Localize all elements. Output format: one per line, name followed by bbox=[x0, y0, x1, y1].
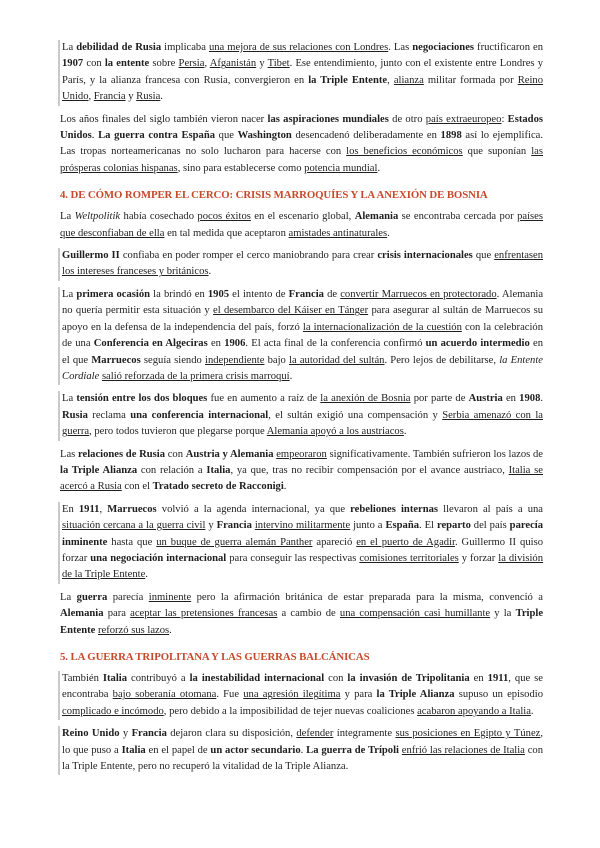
text-run: que bbox=[472, 250, 495, 262]
underlined-text: potencia mundial bbox=[304, 162, 378, 174]
bold-text: 1907 bbox=[62, 58, 84, 70]
bold-text: Italia bbox=[121, 744, 146, 756]
paragraph-p7 bbox=[58, 447, 543, 496]
text-run: del país bbox=[470, 520, 510, 532]
underlined-text: una compensación casi humillante bbox=[339, 608, 491, 620]
underline bbox=[136, 91, 160, 102]
text-run: seguía siendo bbox=[140, 354, 205, 366]
text-run: , que se encontraba bbox=[62, 673, 544, 701]
underline bbox=[255, 520, 350, 531]
underline bbox=[179, 58, 205, 69]
paragraph-p9 bbox=[58, 590, 543, 639]
bold-text: Alemania bbox=[354, 211, 399, 223]
bold-text: una negociación internacional bbox=[90, 552, 227, 564]
text-run: , bbox=[387, 74, 394, 86]
underline bbox=[62, 706, 164, 717]
text-run: en el papel de bbox=[145, 744, 211, 756]
underline bbox=[197, 211, 250, 222]
text-run: el intento de bbox=[229, 288, 289, 300]
bold-text: Austria bbox=[468, 393, 503, 405]
bold-text: Conferencia en Algeciras bbox=[93, 338, 208, 350]
text-run: 5. LA GUERRA TRIPOLITANA Y LAS GUERRAS BALCÁNICAS bbox=[60, 651, 370, 663]
text-run: que bbox=[215, 130, 238, 142]
underline bbox=[213, 305, 368, 316]
underline bbox=[346, 146, 463, 157]
text-run: . bbox=[145, 569, 148, 581]
text-run: en tal medida que aceptaron bbox=[164, 227, 289, 239]
bold-text: 1905 bbox=[207, 288, 230, 300]
section-heading-h5 bbox=[58, 649, 543, 665]
text-run: y forzar bbox=[458, 552, 499, 564]
text-run: hasta que bbox=[107, 536, 157, 548]
text-run: . El bbox=[419, 520, 437, 532]
text-run: con bbox=[83, 58, 105, 70]
bold-text: la invasión de Tripolitania bbox=[347, 673, 470, 684]
text-run: , bbox=[99, 503, 108, 515]
text-run: . bbox=[387, 227, 390, 239]
bold-text: Triple Entente bbox=[60, 608, 544, 636]
bold-text: reparto bbox=[436, 520, 471, 532]
underlined-text: complicado e incómodo bbox=[62, 705, 164, 717]
underlined-text: una agresión ilegítima bbox=[243, 689, 341, 701]
text-run: militar formada por bbox=[423, 74, 518, 86]
underlined-text: situación cercana a la guerra civil bbox=[62, 520, 206, 532]
underlined-text: pocos éxitos bbox=[197, 211, 251, 223]
bold-text: primera ocasión bbox=[76, 288, 151, 300]
underline bbox=[276, 449, 327, 460]
underline bbox=[62, 520, 205, 531]
text-run: en el escenario global, bbox=[250, 211, 355, 223]
underlined-text: Afganistán bbox=[209, 58, 257, 70]
underline bbox=[94, 91, 126, 102]
text-run: la brindó en bbox=[150, 288, 208, 300]
underline bbox=[359, 553, 458, 564]
text-run: implicaba bbox=[161, 42, 209, 53]
underline bbox=[394, 75, 424, 86]
text-run: en el que bbox=[62, 338, 544, 366]
underlined-text: enfrentasen los intereses franceses y británicos bbox=[62, 250, 544, 278]
text-run: por parte de bbox=[410, 393, 469, 405]
paragraph-p4 bbox=[58, 248, 543, 281]
italic-text: Weltpolitik bbox=[74, 211, 121, 223]
bold-text: la Triple Alianza bbox=[376, 689, 455, 701]
underlined-text: Alemania apoyó a los austriacos bbox=[266, 426, 404, 438]
text-run: reclama bbox=[87, 409, 131, 421]
underline bbox=[156, 537, 312, 548]
underline bbox=[113, 689, 217, 700]
text-run: y bbox=[205, 520, 217, 532]
bold-text: 1911 bbox=[487, 673, 509, 684]
underlined-text: países que desconfiaban de ella bbox=[60, 211, 543, 239]
text-run: con bbox=[165, 448, 186, 460]
text-run: : bbox=[501, 113, 508, 125]
text-run: con la celebración de una bbox=[62, 321, 544, 350]
underline bbox=[205, 355, 264, 366]
underlined-text: Italia se acercó a Rusia bbox=[60, 464, 543, 493]
underline bbox=[130, 608, 277, 619]
text-run: . bbox=[377, 162, 381, 174]
bold-text: tensión entre los dos bloques bbox=[76, 393, 208, 405]
bold-text: 1898 bbox=[440, 130, 462, 142]
text-run: , sino para establecerse como bbox=[177, 162, 305, 174]
underline bbox=[402, 745, 525, 756]
bold-text: Austria y Alemania bbox=[185, 448, 274, 460]
underlined-text: país extraeuropeo bbox=[425, 113, 502, 125]
text-run: . Fue bbox=[216, 689, 244, 701]
underline bbox=[209, 42, 388, 53]
underline bbox=[395, 728, 540, 739]
bold-text: Reino Unido bbox=[62, 728, 120, 740]
underline bbox=[303, 322, 462, 333]
text-run: en bbox=[502, 393, 520, 405]
bold-text: Guillermo II bbox=[62, 250, 120, 262]
underlined-text: un buque de guerra alemán Panther bbox=[156, 536, 313, 548]
underline bbox=[356, 537, 455, 548]
underlined-text: el desembarco del Káiser en Tánger bbox=[213, 305, 369, 317]
paragraph-p3 bbox=[58, 209, 543, 242]
underline bbox=[296, 728, 333, 739]
bold-text: 1911 bbox=[78, 503, 100, 515]
paragraph-p1 bbox=[58, 40, 543, 106]
underlined-text: aceptar las pretensiones francesas bbox=[130, 608, 278, 620]
text-run: desencadenó deliberadamente en bbox=[291, 130, 441, 142]
underlined-text: Francia bbox=[93, 91, 126, 103]
text-run: Los años finales del siglo también vieron nacer bbox=[60, 113, 268, 125]
text-run: así lo ejemplifica. Las tropas norteamericanas no solo lucharon para hacerse con bbox=[60, 130, 544, 158]
bold-text: La guerra contra España bbox=[98, 130, 216, 142]
bold-text: guerra bbox=[76, 591, 108, 603]
text-run: sobre bbox=[149, 58, 179, 70]
bold-text: La guerra de Trípoli bbox=[306, 744, 399, 756]
underline bbox=[304, 163, 377, 174]
underline bbox=[426, 114, 502, 125]
paragraph-p2 bbox=[58, 112, 543, 178]
text-run: y bbox=[119, 728, 132, 740]
bold-text: negociaciones bbox=[412, 42, 475, 53]
underlined-text: convertir Marruecos en protectorado bbox=[340, 288, 497, 300]
text-run: . bbox=[530, 705, 534, 717]
section-heading-h4 bbox=[58, 187, 543, 203]
text-run: íntegramente bbox=[333, 728, 396, 740]
bold-text: Francia bbox=[288, 288, 324, 300]
paragraph-p8 bbox=[58, 502, 543, 584]
bold-text: 1908 bbox=[519, 393, 541, 405]
text-run: confiaba en poder romper el cerco maniobrando para crear bbox=[119, 250, 378, 262]
underline bbox=[320, 393, 410, 404]
underlined-text: la división de la Triple Entente bbox=[62, 552, 543, 581]
underlined-text: alianza bbox=[393, 74, 424, 86]
underlined-text: la autoridad del sultán bbox=[289, 354, 385, 366]
underlined-text: amistades antinaturales bbox=[288, 227, 388, 239]
text-run: llevaron al país a una bbox=[438, 503, 543, 515]
bold-text: Alemania bbox=[60, 608, 104, 620]
underlined-text: Rusia bbox=[136, 91, 161, 103]
text-run: parecía bbox=[107, 591, 149, 603]
text-run: . bbox=[540, 393, 544, 405]
underlined-text: una mejora de sus relaciones con Londres bbox=[208, 42, 389, 53]
underlined-text: salió reforzada de la primera crisis marroquí bbox=[101, 370, 290, 382]
text-run: bajo bbox=[264, 354, 290, 366]
underline bbox=[268, 58, 290, 69]
text-run: . bbox=[208, 266, 212, 278]
underlined-text: la anexión de Bosnia bbox=[320, 393, 411, 405]
underlined-text: acabaron apoyando a Italia bbox=[417, 705, 531, 717]
underline bbox=[210, 58, 256, 69]
underline bbox=[340, 289, 496, 300]
bold-text: 1906 bbox=[224, 338, 246, 350]
underlined-text: en el puerto de Agadir bbox=[356, 536, 455, 548]
text-run: con la Triple Entente, pero no recuperó la vitalidad de la Triple Alianza. bbox=[62, 744, 543, 773]
bold-text: la Triple Alianza bbox=[60, 464, 138, 476]
text-run: de bbox=[323, 288, 341, 300]
bold-text: Marruecos bbox=[107, 503, 157, 515]
text-run: . Las bbox=[388, 42, 413, 53]
bold-text: Estados Unidos bbox=[60, 113, 543, 142]
underlined-text: Tibet bbox=[267, 58, 290, 70]
text-run: . bbox=[403, 426, 407, 438]
text-run: Las bbox=[60, 448, 78, 460]
bold-text: España bbox=[385, 520, 420, 532]
italic-text: la Entente Cordiale bbox=[62, 354, 543, 382]
bold-text: Washington bbox=[237, 130, 292, 142]
text-run: para conseguir las respectivas bbox=[226, 552, 360, 564]
text-run: También bbox=[62, 673, 103, 684]
underlined-text: defender bbox=[296, 728, 334, 740]
underline bbox=[102, 371, 290, 382]
underlined-text: Serbia amenazó con la guerra bbox=[62, 409, 543, 438]
text-run: volvió a la agenda internacional, ya que bbox=[156, 503, 351, 515]
text-run: y para bbox=[340, 689, 377, 701]
text-run: significativamente. También sufrieron los lazos de bbox=[326, 448, 543, 460]
text-run: , pero debido a la imposibilidad de tejer nuevas coaliciones bbox=[163, 705, 418, 717]
text-run: apareció bbox=[312, 536, 357, 548]
underline bbox=[340, 608, 490, 619]
text-run: y bbox=[125, 91, 137, 103]
bold-text: una conferencia internacional bbox=[130, 409, 269, 421]
text-run: , bbox=[88, 91, 94, 103]
bold-text: Francia bbox=[216, 520, 252, 532]
text-run: dejaron clara su disposición, bbox=[166, 728, 297, 740]
text-run: , lo que puso a bbox=[62, 728, 544, 756]
text-run: . bbox=[289, 370, 293, 382]
underlined-text: inminente bbox=[148, 591, 192, 603]
text-run: junto a bbox=[350, 520, 386, 532]
text-run: contribuyó a bbox=[127, 673, 190, 684]
underline bbox=[289, 228, 388, 239]
text-run: con el bbox=[121, 481, 153, 493]
underlined-text: sus posiciones en Egipto y Túnez bbox=[395, 728, 541, 740]
text-run: . bbox=[160, 91, 163, 103]
underlined-text: Reino Unido bbox=[62, 74, 543, 103]
text-run: y bbox=[256, 58, 268, 70]
text-run: supuso un episodio bbox=[454, 689, 543, 701]
document-body bbox=[58, 40, 543, 781]
bold-text: Tratado secreto de Racconigi bbox=[152, 481, 284, 493]
underlined-text: la internacionalización de la cuestión bbox=[302, 321, 462, 333]
text-run: . bbox=[169, 624, 172, 636]
text-run: había cosechado bbox=[120, 211, 198, 223]
underline bbox=[149, 592, 191, 603]
text-run: en bbox=[469, 673, 488, 684]
bold-text: Marruecos bbox=[91, 354, 141, 366]
text-run: para bbox=[103, 608, 131, 620]
text-run: La bbox=[60, 211, 75, 223]
underline bbox=[417, 706, 531, 717]
underlined-text: las prósperas colonias hispanas bbox=[60, 146, 543, 174]
paragraph-p11 bbox=[58, 726, 543, 775]
text-run: fructificaron en bbox=[474, 42, 544, 53]
text-run: . bbox=[300, 744, 307, 756]
text-run: se encontraba cercada por bbox=[398, 211, 518, 223]
underlined-text: intervino militarmente bbox=[254, 520, 351, 532]
text-run: , ya que, tras no recibir compensación por el avance austriaco, bbox=[230, 464, 509, 476]
bold-text: un actor secundario bbox=[210, 744, 301, 756]
text-run: La bbox=[62, 393, 77, 405]
text-run: con bbox=[324, 673, 348, 684]
underlined-text: enfrió las relaciones de Italia bbox=[401, 744, 525, 756]
bold-text: la entente bbox=[104, 58, 150, 70]
text-run: . Guillermo II quiso forzar bbox=[62, 536, 543, 564]
paragraph-p6 bbox=[58, 391, 543, 440]
underline bbox=[267, 426, 404, 437]
text-run: , bbox=[204, 58, 210, 70]
bold-text: Francia bbox=[131, 728, 167, 740]
text-run: a cambio de bbox=[277, 608, 340, 620]
text-run: La bbox=[62, 42, 77, 53]
bold-text: parecía inminente bbox=[62, 520, 544, 548]
bold-text: la Triple Entente bbox=[308, 74, 388, 86]
text-run: que suponían bbox=[462, 146, 532, 158]
bold-text: relaciones de Rusia bbox=[78, 448, 166, 460]
underlined-text: empeoraron bbox=[276, 448, 327, 460]
bold-text: las aspiraciones mundiales bbox=[267, 113, 389, 125]
underlined-text: Persia bbox=[178, 58, 205, 70]
underlined-text: independiente bbox=[205, 354, 265, 366]
text-run: , el sultán exigió una compensación y bbox=[268, 409, 443, 421]
text-run: en bbox=[207, 338, 225, 350]
paragraph-p5 bbox=[58, 287, 543, 385]
bold-text: la inestabilidad internacional bbox=[189, 673, 325, 684]
underline bbox=[98, 625, 169, 636]
text-run: . bbox=[283, 481, 287, 493]
text-run: . Alemania no quería permitir esta situación y bbox=[62, 288, 544, 317]
text-run: En bbox=[62, 503, 79, 515]
bold-text: Italia bbox=[102, 673, 128, 684]
underline bbox=[289, 355, 384, 366]
text-run: . El acta final de la conferencia confirmó bbox=[245, 338, 426, 350]
text-run: La bbox=[62, 288, 77, 300]
text-run: para asegurar al sultán de Marruecos su apoyo en la defensa de la independencia del país, forzó bbox=[62, 305, 544, 333]
bold-text: Italia bbox=[206, 464, 231, 476]
text-run: de otro bbox=[388, 113, 426, 125]
text-run: , pero todos tuvieron que plegarse porque bbox=[89, 426, 267, 438]
text-run: y la bbox=[490, 608, 516, 620]
text-run: con relación a bbox=[137, 464, 207, 476]
text-run: 4. DE CÓMO ROMPER EL CERCO: CRISIS MARROQUÍES Y LA ANEXIÓN DE BOSNIA bbox=[60, 189, 488, 202]
text-run: fue en aumento a raíz de bbox=[207, 393, 321, 405]
underlined-text: los beneficios económicos bbox=[346, 146, 463, 158]
underlined-text: reforzó sus lazos bbox=[97, 624, 170, 636]
bold-text: debilidad de Rusia bbox=[76, 42, 162, 53]
bold-text: rebeliones internas bbox=[350, 503, 439, 515]
underlined-text: bajo soberanía otomana bbox=[112, 689, 217, 701]
underlined-text: comisiones territoriales bbox=[359, 552, 459, 564]
text-run: . Ese entendimiento, junto con el existente entre Londres y París, y la alianza francesa con Rusia, convergieron en bbox=[62, 58, 544, 86]
bold-text: un acuerdo intermedio bbox=[425, 338, 530, 350]
underline bbox=[243, 689, 340, 700]
text-run: pero la afirmación británica de estar preparada para la misma, convenció a bbox=[191, 591, 544, 603]
text-run: La bbox=[60, 591, 77, 603]
paragraph-p10 bbox=[58, 671, 543, 720]
bold-text: crisis internacionales bbox=[377, 250, 473, 262]
text-run: . Pero lejos de debilitarse, bbox=[384, 354, 500, 366]
text-run: . bbox=[91, 130, 99, 142]
bold-text: Rusia bbox=[62, 409, 88, 421]
